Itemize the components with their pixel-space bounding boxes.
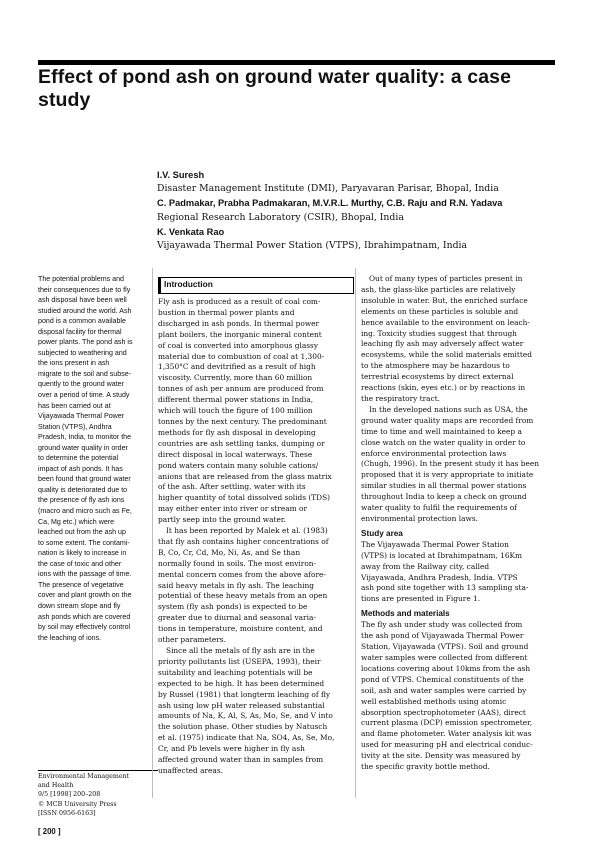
section-heading: Study area [361, 528, 403, 538]
section-heading: Methods and materials [361, 609, 450, 619]
body-text-line: ground water quality maps are recorded from [361, 415, 534, 425]
abstract-line: ions with the passage of time. [38, 570, 132, 579]
intro-heading: Introduction [164, 279, 213, 289]
abstract-line: has been carried out at [38, 401, 111, 410]
body-text-line: current plasma (DCP) emission spectrometer, [361, 718, 533, 728]
body-text-line: away from the Railway city, called [361, 561, 490, 571]
pubinfo-rule [38, 770, 158, 771]
body-text-line: pond waters contain many soluble cations/ [158, 460, 319, 470]
body-text-line: the respiratory tract. [361, 393, 441, 403]
body-text-line: leaching fly ash may adversely affect water [361, 339, 524, 349]
abstract-line: migrate to the soil and subse- [38, 369, 132, 378]
author-affiliation-3: Vijayawada Thermal Power Station (VTPS), Ibrahimpatnam, India [157, 240, 468, 252]
abstract-line: the presence of fly ash ions [38, 496, 125, 505]
abstract-line: The potential problems and [38, 275, 124, 283]
body-text-line: methods for fly ash disposal in developing [158, 427, 316, 437]
abstract-line: been found that ground water [38, 475, 131, 484]
body-text-line: ash using low pH water released substantial [158, 700, 325, 710]
body-text-line: The Vijayawada Thermal Power Station [361, 539, 509, 549]
journal-name-line-2: and Health [38, 782, 74, 790]
body-text-line: viscosity. Currently, more than 60 million [158, 373, 313, 383]
abstract-line: ash disposal have been well [38, 296, 127, 305]
body-text-line: 1,350°C and devitrified as a result of high [158, 362, 316, 372]
abstract-line: The presence of vegetative [38, 580, 124, 589]
body-text-line: water samples were collected from different [361, 653, 528, 662]
abstract-line: Vijayawada Thermal Power [38, 412, 125, 421]
body-text-line: well established methods using atomic [361, 696, 507, 706]
abstract-line: Pradesh, India, to monitor the [38, 433, 132, 442]
issn: [ISSN 0956-6163] [38, 809, 96, 817]
column-divider-2 [355, 268, 356, 798]
abstract-line: the leaching of ions. [38, 633, 102, 642]
body-text-line: anions that are released from the glass matrix [158, 471, 332, 481]
body-text-line: the solution phase. Other studies by Natusch [158, 722, 328, 732]
body-text-line: tions in temperature, moisture content, and [158, 624, 323, 634]
abstract-line: to some extent. The contami- [38, 538, 130, 547]
body-text-line: time to time and well maintained to keep a [361, 426, 522, 436]
body-text-line: ash pond site together with 13 sampling sta- [361, 583, 529, 593]
abstract-line: ground water quality in order [38, 443, 128, 452]
body-text-line: (VTPS) is located at Ibrahimpatnam, 16Km [361, 550, 523, 560]
body-text-line: the ash pond of Vijayawada Thermal Power [361, 631, 524, 641]
body-text-line: close watch on the water quality in order to [361, 437, 526, 447]
body-text-line: unaffected areas. [158, 765, 223, 775]
abstract-line: leached out from the ash up [38, 528, 126, 537]
body-text-line: proposed that it is very appropriate to initiate [361, 470, 534, 480]
title-top-rule [38, 60, 555, 65]
body-text-line: soil, ash and water samples were carried by [361, 685, 527, 695]
journal-volume: 9/5 [1998] 200–208 [38, 791, 101, 799]
body-text-line: system (fly ash ponds) is expected to be [158, 602, 308, 612]
body-text-line: tonnes by the next century. The predominant [158, 416, 327, 426]
body-text-line: of the ash. After settling, water with its [158, 482, 306, 492]
body-text-line: and flame photometer. Water analysis kit was [361, 729, 532, 739]
body-text-line: may either enter into river or stream or [158, 504, 307, 514]
body-text-line: by Russel (1981) that longterm leaching of fly [158, 689, 331, 699]
author-name-1: I.V. Suresh [157, 170, 205, 180]
body-text-line: tivity at the site. Density was measured by [361, 751, 521, 761]
abstract-line: down stream slope and fly [38, 601, 121, 610]
body-text-line: Fly ash is produced as a result of coal com- [158, 297, 321, 306]
body-text-line: In the developed nations such as USA, the [369, 404, 528, 414]
body-text-line: Vijayawada, Andhra Pradesh, India. VTPS [361, 572, 518, 582]
body-text-line: used for measuring pH and electrical conduc- [361, 740, 533, 750]
body-text-line: potential of these heavy metals from an open [158, 591, 328, 601]
author-affiliation-1: Disaster Management Institute (DMI), Paryavaran Parisar, Bhopal, India [157, 183, 499, 195]
body-text-line: tonnes of ash per annum are produced from [158, 384, 324, 394]
body-text-line: throughout India to keep a check on ground [361, 492, 527, 502]
abstract-line: cover and plant growth on the [38, 591, 132, 600]
column-divider-1 [152, 268, 153, 798]
publication-info [38, 770, 158, 818]
author-block [157, 168, 557, 253]
body-text-line: amounts of Na, K, Al, S, As, Mo, Se, and V into [158, 711, 333, 721]
body-text-line: expected to be high. It has been determined [158, 678, 325, 688]
body-text-line: Station, Vijayawada (VTPS). Soil and ground [361, 642, 529, 652]
abstract-line: (macro and micro such as Fe, [38, 507, 132, 516]
body-text-line: terrestrial ecosystems by direct external [361, 372, 514, 382]
body-text-line: which will touch the figure of 100 million [158, 406, 313, 416]
body-text-line: tions are presented in Figure 1. [361, 594, 481, 604]
body-text-line: (Chugh, 1996). In the present study it has been [361, 459, 540, 469]
body-text-line: The fly ash under study was collected from [361, 620, 523, 630]
body-text-line: bustion in thermal power plants and [158, 307, 295, 317]
abstract-line: ash ponds which are covered [38, 612, 131, 621]
body-text-line: ing. Toxicity studies suggest that through [361, 328, 517, 338]
body-column-1 [158, 297, 353, 777]
body-text-line: affected ground water than in samples from [158, 755, 324, 765]
title-line-1: Effect of pond ash on ground water quality: a case [38, 66, 512, 88]
abstract-line: nation is likely to increase in [38, 549, 127, 558]
abstract-line: Ca, Mg etc.) which were [38, 517, 115, 526]
body-text-line: elements on these particles is soluble and [361, 306, 519, 316]
body-text-line: Cr, and Pb levels were higher in fly ash [158, 744, 305, 754]
body-text-line: Out of many types of particles present in [369, 274, 523, 283]
copyright-notice: © MCB University Press [38, 800, 117, 808]
abstract-line: over a period of time. A study [38, 391, 130, 400]
body-text-line: to the atmosphere may be hazardous to [361, 361, 510, 371]
abstract-line: impact of ash ponds. It has [38, 464, 123, 473]
abstract-line: the ions present in ash [38, 359, 110, 368]
body-text-line: different thermal power stations in India, [158, 395, 314, 405]
body-text-line: water quality to fulfil the requirements of [361, 503, 517, 513]
abstract-line: studied around the world. Ash [38, 306, 132, 315]
abstract-line: to determine the potential [38, 454, 119, 463]
body-text-line: countries are ash settling tanks, dumping or [158, 438, 325, 448]
body-text-line: partly seep into the ground water. [158, 515, 286, 525]
body-text-line: of coal is converted into amorphous glassy [158, 340, 318, 350]
body-text-line: Since all the metals of fly ash are in the [166, 646, 315, 655]
body-text-line: environmental protection laws. [361, 513, 478, 523]
body-text-line: discharged in ash ponds. In thermal power [158, 318, 320, 328]
article-title [38, 66, 558, 112]
body-text-line: material due to combustion of coal at 1,300- [158, 351, 325, 361]
body-text-line: the specific gravity bottle method. [361, 762, 490, 772]
body-text-line: pond of VTPS. Chemical constituents of the [361, 674, 524, 684]
body-text-line: mental concern comes from the above afore- [158, 569, 326, 579]
body-column-2 [361, 274, 557, 773]
body-text-line: B, Co, Cr, Cd, Mo, Ni, As, and Se than [158, 547, 301, 557]
body-text-line: insoluble in water. But, the enriched surface [361, 295, 528, 305]
body-text-line: priority pollutants list (USEPA, 1993), their [158, 656, 321, 666]
author-name-3: K. Venkata Rao [157, 226, 225, 237]
author-name-2: C. Padmakar, Prabha Padmakaran, M.V.R.L. Murthy, C.B. Raju and R.N. Yadava [157, 198, 503, 209]
abstract-line: disposal facility for thermal [38, 327, 122, 336]
body-text-line: et al. (1975) indicate that Na, SO4, As, Se, Mo, [158, 733, 335, 743]
body-text-line: higher quantity of total dissolved solids (TDS) [158, 493, 331, 503]
body-text-line: direct disposal in local waterways. These [158, 449, 313, 459]
body-text-line: plant boilers, the inorganic mineral content [158, 329, 322, 339]
abstract-line: their consequences due to fly [38, 285, 131, 294]
body-text-line: ecosystems, while the solid materials emitted [361, 350, 532, 360]
abstract-line: Station (VTPS), Andhra [38, 422, 112, 431]
body-text-line: that fly ash contains higher concentrations of [158, 536, 329, 546]
author-affiliation-2: Regional Research Laboratory (CSIR), Bhopal, India [157, 211, 404, 223]
body-text-line: reactions (skin, eyes etc.) or by reactions in [361, 383, 526, 393]
body-text-line: It has been reported by Malek et al. (1983) [166, 526, 328, 536]
abstract-line: quality is deteriorated due to [38, 485, 128, 494]
body-text-line: other parameters. [158, 635, 226, 645]
body-text-line: hence available to the environment on leach- [361, 317, 530, 327]
body-text-line: absorption spectrophotometer (AAS), direct [361, 707, 526, 717]
abstract-line: quently to the ground water [38, 380, 124, 389]
body-text-line: said heavy metals in fly ash. The leaching [158, 580, 315, 590]
body-text-line: similar studies in all thermal power stations [361, 481, 527, 491]
abstract-line: power plants. The pond ash is [38, 338, 133, 347]
page-number: [ 200 ] [38, 827, 61, 836]
abstract-line: the case of toxic and other [38, 559, 122, 568]
body-text-line: ash, the glass-like particles are relatively [361, 284, 516, 294]
abstract-line: pond is a common available [38, 317, 126, 326]
body-text-line: normally found in soils. The most environ- [158, 558, 317, 568]
title-line-2: study [38, 89, 91, 111]
abstract-line: subjected to weathering and [38, 348, 127, 357]
body-text-line: locations covering about 10kms from the ash [361, 663, 531, 673]
abstract-line: by soil may effectively control [38, 623, 131, 632]
journal-name-line-1: Environmental Management [38, 773, 130, 780]
body-text-line: greater due to diurnal and seasonal varia- [158, 613, 316, 623]
body-text-line: suitability and leaching potentials will be [158, 667, 313, 677]
abstract [38, 274, 148, 643]
body-text-line: enforce environmental protection laws [361, 448, 507, 458]
